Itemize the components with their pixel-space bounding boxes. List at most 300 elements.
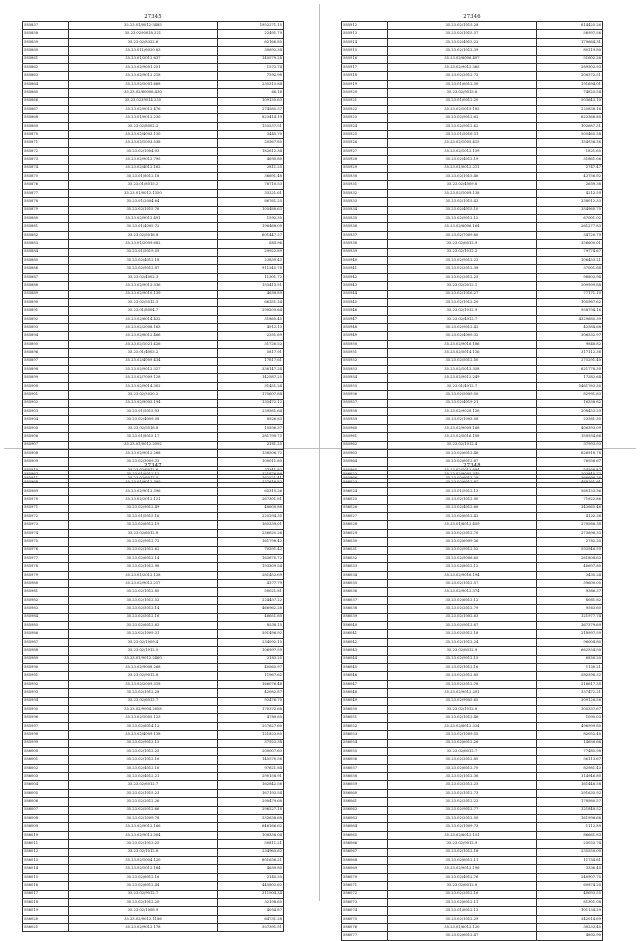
reference-code-cell: 35.23.02/1015.37: [387, 30, 536, 38]
amount-cell: 17817.61: [218, 357, 284, 365]
record-id-cell: 585938: [342, 240, 388, 248]
reference-code-cell: 35.23.01/4012.7: [387, 382, 536, 390]
reference-code-cell: 35.23.02/1005.123: [68, 714, 217, 722]
table-row: [23, 340, 284, 348]
record-id-cell: 586014: [23, 865, 69, 873]
record-id-cell: 585925: [342, 131, 388, 139]
reference-code-cell: 35.23.02/6012.7: [68, 781, 217, 789]
amount-cell: 911345.78: [218, 265, 284, 273]
reference-code-cell: 35.23.02/3009.33: [68, 458, 217, 466]
page-27345: [22, 14, 284, 483]
page-number: 27348: [463, 463, 481, 469]
table-row: [23, 773, 284, 781]
amount-cell: 14656.66: [537, 739, 603, 747]
reference-code-cell: 35.23.02/9012.8: [68, 672, 217, 680]
record-id-cell: 585870: [23, 131, 69, 139]
table-row: [23, 739, 284, 747]
amount-cell: 1952271.15: [218, 22, 284, 30]
table-row: [23, 529, 284, 537]
reference-code-cell: 35.23.02/6012.6: [68, 466, 217, 474]
reference-code-cell: 35.23.02/6012.46: [387, 449, 536, 457]
reference-code-cell: 35.23.02/2012.70: [387, 529, 536, 537]
reference-code-cell: 35.23.02/9012.365: [387, 63, 536, 71]
reference-code-cell: 35.23.02/6012.8: [68, 529, 217, 537]
record-id-cell: 585987: [23, 638, 69, 646]
table-row: [342, 512, 603, 520]
record-id-cell: 586041: [342, 630, 388, 638]
reference-code-cell: 35.23.02/1004.03: [68, 147, 217, 155]
amount-cell: 37993.93: [537, 441, 603, 449]
record-id-cell: 586034: [342, 571, 388, 579]
record-id-cell: 586074: [342, 907, 388, 915]
record-id-cell: 585902: [23, 399, 69, 407]
record-id-cell: 585876: [23, 181, 69, 189]
reference-code-cell: 35.23.02/2012.50: [387, 815, 536, 823]
reference-code-cell: 35.23.02/9012.62: [387, 114, 536, 122]
amount-cell: 225838.16: [537, 105, 603, 113]
amount-cell: 406393.09: [537, 424, 603, 432]
amount-cell: 54568.87: [537, 466, 603, 474]
reference-code-cell: 35.23.02/1012.46: [387, 714, 536, 722]
table-row: [342, 890, 603, 898]
reference-code-cell: 35.23.02/4012.76: [387, 873, 536, 881]
reference-code-cell: 35.23.02/1012.358: [387, 366, 536, 374]
amount-cell: 273696.33: [537, 529, 603, 537]
table-row: [342, 22, 603, 30]
amount-cell: 342014.69: [537, 915, 603, 923]
record-id-cell: 586016: [23, 882, 69, 890]
table-row: [342, 399, 603, 407]
record-id-cell: 585884: [23, 248, 69, 256]
reference-code-cell: 35.23.02/9012.77: [387, 806, 536, 814]
reference-code-cell: 35.23.02/2012.85: [387, 756, 536, 764]
table-row: [342, 332, 603, 340]
amount-cell: 196468.09: [218, 223, 284, 231]
record-id-cell: 585864: [23, 80, 69, 88]
table-row: [23, 521, 284, 529]
amount-cell: 4329685.39: [537, 315, 603, 323]
amount-cell: 9563.60: [537, 605, 603, 613]
amount-cell: 17282.64: [537, 374, 603, 382]
record-id-cell: 585908: [23, 449, 69, 457]
record-id-cell: 585969: [23, 487, 69, 495]
amount-cell: 40565.97: [218, 663, 284, 671]
table-row: [342, 882, 603, 890]
table-row: [342, 156, 603, 164]
amount-cell: 275291.40: [537, 357, 603, 365]
amount-cell: 209999.88: [537, 282, 603, 290]
record-id-cell: 585888: [23, 282, 69, 290]
record-id-cell: 585976: [23, 546, 69, 554]
amount-cell: 306532.97: [537, 332, 603, 340]
reference-code-cell: 35.23.02/1015.182: [387, 105, 536, 113]
record-id-cell: 585931: [342, 181, 388, 189]
record-id-cell: 585986: [23, 630, 69, 638]
amount-cell: 3445.70: [218, 131, 284, 139]
table-row: [23, 324, 284, 332]
reference-code-cell: 35.23.02/1012.8: [387, 705, 536, 713]
reference-code-cell: 35.23.02/9012.196: [387, 865, 536, 873]
amount-cell: 321848.52: [537, 806, 603, 814]
reference-code-cell: 35.23.02/4012.21: [68, 773, 217, 781]
amount-cell: 321876.86: [218, 471, 284, 479]
table-row: [342, 181, 603, 189]
table-row: [342, 689, 603, 697]
amount-cell: 71822.86: [537, 496, 603, 504]
table-row: [342, 105, 603, 113]
amount-cell: 78710.53: [218, 181, 284, 189]
amount-cell: 5461763.30: [537, 382, 603, 390]
reference-code-cell: 35.23.02/1009.78: [68, 815, 217, 823]
record-id-cell: 585916: [342, 55, 388, 63]
table-row: [342, 340, 603, 348]
amount-cell: 646166.62: [218, 823, 284, 831]
amount-cell: 37541.82: [218, 466, 284, 474]
record-id-cell: 585955: [342, 382, 388, 390]
amount-cell: 239561.64: [218, 407, 284, 415]
reference-code-cell: 35.23.02/9012.62: [387, 122, 536, 130]
record-id-cell: 586072: [342, 890, 388, 898]
table-row: [342, 114, 603, 122]
amount-cell: 2659.38: [537, 181, 603, 189]
reference-code-cell: 35.23.02/2012.79: [387, 605, 536, 613]
table-row: [23, 823, 284, 831]
record-id-cell: 585937: [342, 231, 388, 239]
amount-cell: 466962.28: [218, 605, 284, 613]
amount-cell: 29922.89: [218, 248, 284, 256]
reference-code-cell: 35.23.02/2012.78: [387, 680, 536, 688]
table-row: [23, 332, 284, 340]
record-id-cell: 585945: [342, 298, 388, 306]
record-id-cell: 586009: [23, 823, 69, 831]
table-row: [23, 22, 284, 30]
amount-cell: 30233.45: [537, 924, 603, 932]
reference-code-cell: 35.23.02/5014.126: [387, 349, 536, 357]
amount-cell: 178980.57: [537, 798, 603, 806]
reference-code-cell: 35.23.02/4012.19: [387, 156, 536, 164]
record-id-cell: 585978: [23, 563, 69, 571]
record-id-cell: 586003: [23, 773, 69, 781]
table-row: [342, 122, 603, 130]
table-row: [23, 399, 284, 407]
reference-code-cell: 35.23.02/1012.16: [387, 663, 536, 671]
record-id-cell: 586007: [23, 806, 69, 814]
reference-code-cell: 35.23.02/6012.12: [387, 596, 536, 604]
reference-code-cell: 35.23.02/9016.194: [387, 571, 536, 579]
record-id-cell: 585906: [23, 433, 69, 441]
record-id-cell: 585894: [23, 332, 69, 340]
table-row: [23, 30, 284, 38]
amount-cell: 9848.82: [537, 340, 603, 348]
table-row: [23, 512, 284, 520]
amount-cell: 114946.80: [537, 773, 603, 781]
reference-code-cell: 35.23.02/5012.50: [387, 357, 536, 365]
reference-code-cell: 35.23.02/9012.268: [68, 449, 217, 457]
record-id-cell: 585891: [23, 307, 69, 315]
amount-cell: 37923.38: [218, 739, 284, 747]
record-id-cell: 586002: [23, 764, 69, 772]
record-id-cell: 585927: [342, 147, 388, 155]
table-row: [23, 240, 284, 248]
reference-code-cell: 35.23.01/0012-3485: [68, 22, 217, 30]
reference-code-cell: 35.23.01/0012.1350: [68, 189, 217, 197]
record-id-cell: 586067: [342, 848, 388, 856]
reference-code-cell: 35.23.01/6012.13: [387, 907, 536, 915]
reference-code-cell: 35.23.02/1012.16: [68, 756, 217, 764]
record-id-cell: 585965: [342, 466, 388, 474]
table-row: [23, 630, 284, 638]
table-row: [342, 538, 603, 546]
amount-cell: 161798.42: [218, 538, 284, 546]
amount-cell: 20567.85: [218, 139, 284, 147]
record-id-cell: 586057: [342, 764, 388, 772]
record-id-cell: 585952: [342, 357, 388, 365]
amount-cell: 367379.69: [537, 622, 603, 630]
amount-cell: 97621.84: [218, 764, 284, 772]
amount-cell: 1821.65: [537, 147, 603, 155]
record-id-cell: 586048: [342, 689, 388, 697]
reference-code-cell: 35.23.02/9012.67: [387, 622, 536, 630]
table-row: [23, 105, 284, 113]
amount-cell: 8538.15: [218, 622, 284, 630]
reference-code-cell: 35.23.02/9012.9: [387, 840, 536, 848]
record-id-cell: 586056: [342, 756, 388, 764]
reference-code-cell: 35.23.02/9012.49: [68, 504, 217, 512]
reference-code-cell: 35.23.02/6006.164: [387, 223, 536, 231]
reference-code-cell: 35.23.02/4012.7: [387, 315, 536, 323]
amount-cell: 77485.98: [537, 747, 603, 755]
amount-cell: 305337.67: [537, 705, 603, 713]
record-id-cell: 585858: [23, 30, 69, 38]
reference-code-cell: 35.23.02/6012.14: [68, 554, 217, 562]
record-id-cell: 585889: [23, 290, 69, 298]
table-row: [23, 798, 284, 806]
record-id-cell: 585949: [342, 332, 388, 340]
record-id-cell: 585896: [23, 349, 69, 357]
amount-cell: 296527.18: [218, 806, 284, 814]
record-id-cell: 585944: [342, 290, 388, 298]
record-id-cell: 586027: [342, 512, 388, 520]
reference-code-cell: 35.23.02/6012.67: [387, 458, 536, 466]
table-row: [342, 773, 603, 781]
record-id-cell: 586039: [342, 613, 388, 621]
table-row: [23, 747, 284, 755]
amount-cell: 102687.31: [537, 122, 603, 130]
amount-cell: 6850.20: [537, 655, 603, 663]
reference-code-cell: 35.23.02/1015.46: [387, 173, 536, 181]
record-id-cell: 586004: [23, 781, 69, 789]
record-id-cell: 585948: [342, 324, 388, 332]
amount-cell: 2811.25: [218, 164, 284, 172]
amount-cell: 338012.33: [537, 198, 603, 206]
record-id-cell: 585950: [342, 340, 388, 348]
record-id-cell: 586031: [342, 546, 388, 554]
amount-cell: 311904.34: [218, 890, 284, 898]
record-id-cell: 585963: [342, 449, 388, 457]
table-row: [342, 697, 603, 705]
record-id-cell: 585985: [23, 622, 69, 630]
table-row: [23, 156, 284, 164]
amount-cell: 31861.06: [537, 156, 603, 164]
table-row: [342, 382, 603, 390]
table-row: [23, 139, 284, 147]
record-id-cell: 585907: [23, 441, 69, 449]
record-id-cell: 586001: [23, 756, 69, 764]
reference-code-cell: 35.23.02/2012.26: [68, 798, 217, 806]
record-id-cell: 586012: [23, 848, 69, 856]
reference-code-cell: 35.23.02/6012.11: [387, 856, 536, 864]
table-row: [342, 189, 603, 197]
reference-code-cell: 35.23.01/5012.13: [387, 487, 536, 495]
amount-cell: 31726.52: [218, 340, 284, 348]
amount-cell: 316617.35: [537, 680, 603, 688]
reference-code-cell: 35.23.02/4003.130: [68, 131, 217, 139]
table-row: [23, 441, 284, 449]
record-id-cell: 585892: [23, 315, 69, 323]
reference-code-cell: 35.23.02/6012.29: [387, 475, 536, 483]
reference-code-cell: 35.23.02/2012.72: [387, 72, 536, 80]
table-row: [23, 907, 284, 915]
amount-cell: 203645.72: [537, 471, 603, 479]
reference-code-cell: 35.23.02/6012.324: [387, 722, 536, 730]
table-row: [342, 739, 603, 747]
reference-code-cell: 35.23.02/9012.22: [387, 256, 536, 264]
reference-code-cell: 35.23.02/6009.36: [387, 538, 536, 546]
amount-cell: 1592.35: [218, 214, 284, 222]
reference-code-cell: 35.23.02/9016.186: [387, 340, 536, 348]
table-row: [23, 487, 284, 495]
table-row: [23, 571, 284, 579]
reference-code-cell: 35.23.02/9008.268: [68, 663, 217, 671]
reference-code-cell: 35.23.02/1003.58: [387, 416, 536, 424]
amount-cell: 23839.43: [218, 256, 284, 264]
table-row: [342, 521, 603, 529]
amount-cell: 76936.67: [537, 458, 603, 466]
amount-cell: 154936.36: [537, 139, 603, 147]
table-row: [23, 471, 284, 479]
amount-cell: 621778.30: [537, 366, 603, 374]
table-row: [342, 806, 603, 814]
record-id-cell: 586029: [342, 529, 388, 537]
reference-code-cell: 35.23.02/1012.20: [68, 898, 217, 906]
record-id-cell: 586019: [23, 907, 69, 915]
vertical-divider: [319, 4, 320, 901]
table-row: [23, 55, 284, 63]
amount-cell: 101134.29: [537, 907, 603, 915]
record-id-cell: 586023: [342, 479, 388, 487]
table-row: [23, 122, 284, 130]
reference-code-cell: 35.23.02/1009.55: [387, 731, 536, 739]
reference-code-cell: 35.23.01/6012.12: [68, 471, 217, 479]
reference-code-cell: 35.23.02/6012.8: [387, 882, 536, 890]
amount-cell: 80119.80: [537, 47, 603, 55]
reference-code-cell: 35.23.02/6012.7: [68, 697, 217, 705]
record-id-cell: 585989: [23, 655, 69, 663]
reference-code-cell: 35.23.02/9012.327: [68, 366, 217, 374]
amount-cell: 4212.59: [537, 189, 603, 197]
record-id-cell: 586030: [342, 538, 388, 546]
amount-cell: 175607.84: [218, 391, 284, 399]
amount-cell: 357391.51: [218, 924, 284, 932]
table-row: [342, 164, 603, 172]
amount-cell: 289502.93: [537, 63, 603, 71]
table-row: [342, 856, 603, 864]
table-row: [342, 647, 603, 655]
table-row: [23, 433, 284, 441]
table-row: [23, 924, 284, 932]
table-row: [342, 848, 603, 856]
amount-cell: 4912.13: [218, 324, 284, 332]
table-row: [342, 72, 603, 80]
amount-cell: 8061.82: [537, 596, 603, 604]
table-row: [23, 315, 284, 323]
amount-cell: 274585.37: [218, 105, 284, 113]
amount-cell: 337616.82: [218, 479, 284, 487]
record-id-cell: 585979: [23, 571, 69, 579]
reference-code-cell: 35.23.02/1016.27: [387, 290, 536, 298]
amount-cell: 9366.37: [537, 588, 603, 596]
record-id-cell: 585953: [342, 366, 388, 374]
amount-cell: 92476.70: [218, 697, 284, 705]
record-id-cell: 586063: [342, 815, 388, 823]
amount-cell: 40693.55: [537, 890, 603, 898]
table-row: [23, 173, 284, 181]
reference-code-cell: 35.23.02/4015.22: [387, 38, 536, 46]
reference-code-cell: 35.23.02/5012.18: [387, 630, 536, 638]
reference-code-cell: 35.23.02/4012.66: [387, 504, 536, 512]
table-row: [23, 764, 284, 772]
record-id-cell: 585960: [342, 424, 388, 432]
record-id-cell: 585980: [23, 580, 69, 588]
reference-code-cell: 35.23.01/0012.211: [387, 164, 536, 172]
record-id-cell: 585909: [23, 458, 69, 466]
table-row: [23, 256, 284, 264]
record-id-cell: 585875: [23, 173, 69, 181]
table-row: [23, 349, 284, 357]
table-row: [342, 571, 603, 579]
table-row: [342, 798, 603, 806]
reference-code-cell: 35.23.02/5016.108: [387, 433, 536, 441]
record-id-cell: 586046: [342, 672, 388, 680]
record-id-cell: 585895: [23, 340, 69, 348]
record-id-cell: 585862: [23, 63, 69, 71]
record-id-cell: 585915: [342, 47, 388, 55]
table-row: [23, 97, 284, 105]
table-row: [342, 638, 603, 646]
record-id-cell: 585994: [23, 697, 69, 705]
reference-code-cell: 35.23.02/1012.18: [387, 848, 536, 856]
amount-cell: 958794.16: [537, 307, 603, 315]
amount-cell: 74825.54: [537, 89, 603, 97]
record-id-cell: 586018: [23, 898, 69, 906]
record-id-cell: 585871: [23, 139, 69, 147]
table-row: [23, 248, 284, 256]
table-row: [342, 131, 603, 139]
table-row: [342, 424, 603, 432]
reference-code-cell: 35.23.02/1009.4: [68, 638, 217, 646]
record-id-cell: 586025: [342, 496, 388, 504]
amount-cell: 121823.85: [218, 731, 284, 739]
table-row: [23, 588, 284, 596]
amount-cell: 166076.46: [218, 680, 284, 688]
table-row: [23, 382, 284, 390]
amount-cell: 309126.56: [537, 697, 603, 705]
table-row: [342, 240, 603, 248]
amount-cell: 16336.62: [537, 399, 603, 407]
page-number: 27347: [144, 463, 162, 469]
table-row: [23, 231, 284, 239]
reference-code-cell: 35.23.02/1012.164: [68, 865, 217, 873]
